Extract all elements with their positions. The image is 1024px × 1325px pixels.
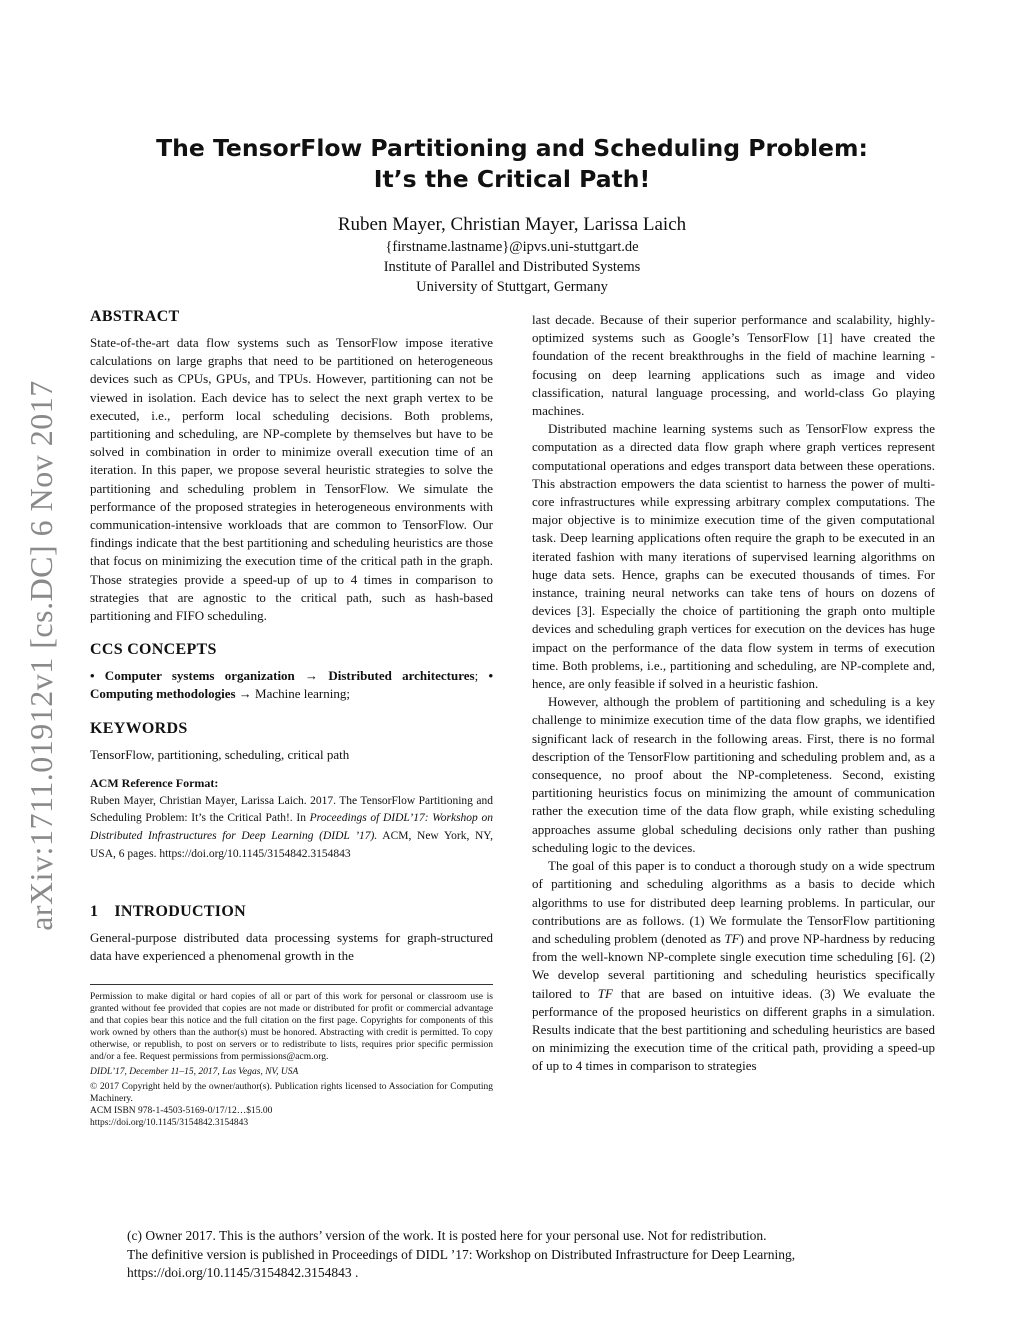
title-line-2: It’s the Critical Path! [373,165,651,193]
footer-line-3: https://doi.org/10.1145/3154842.3154843 . [127,1265,359,1280]
intro-paragraph-4 [532,857,935,1075]
ccs-arrow-2: → [235,686,256,702]
title-line-1: The TensorFlow Partitioning and Scheduling Problem: [156,134,868,162]
institute-name: Institute of Parallel and Distributed Systems [383,259,641,275]
intro-section-number: 1 [90,903,99,921]
ccs-arrow-1: → [294,668,329,684]
right-column [532,311,935,1076]
author-email: {firstname.lastname}@ipvs.uni-stuttgart.de [385,239,639,255]
ccs-target-2: Machine learning; [255,686,350,702]
doi-text: https://doi.org/10.1145/3154842.3154843 [90,1117,249,1128]
ccs-bullet-2: • Computing methodologies [90,668,494,702]
acm-reference [90,776,493,863]
p4-part-a: The goal of this paper is to conduct a thorough study on a wide spectrum of partitioning and scheduling algorithms as a basis to decide which algorithms to use for distributed deep learning problems. In particular, our contributions are as follows. (1) We formulate the TensorFlow partitioning and scheduling problem (denoted as [532,858,935,946]
abstract-heading: ABSTRACT [90,308,180,325]
intro-paragraph-1: last decade. Because of their superior performance and scalability, highly-optimized systems such as Google’s TensorFlow [1] have created the foundation of the recent breakthroughs in the field of machine learning - focusing on deep learning applications such as image and video classification, natural language processing, and world-class Go playing machines. [532,312,935,419]
ccs-heading: CCS CONCEPTS [90,641,217,659]
acm-reference-text [90,793,493,863]
ccs-concepts [90,667,493,703]
ccs-separator: ; [474,668,489,684]
affiliation-block [100,237,924,297]
p4-part-c: ) and prove NP-hardness by reducing from the well-known NP-complete single execution time scheduling [6]. (2) We develop several partitioning and scheduling heuristics specifically tailored to [532,930,935,1001]
intro-heading [90,903,493,929]
p4-tf-2: TF [597,985,613,1001]
footnote-divider [90,984,493,985]
arxiv-stamp [20,355,62,955]
acm-reference-heading: ACM Reference Format: [90,775,219,790]
university-name: University of Stuttgart, Germany [416,279,608,295]
acm-reference-part-1: Ruben Mayer, Christian Mayer, Larissa Laich. 2017. The TensorFlow Partitioning and Scheduling Problem: It’s the Critical Path!. In [90,794,493,825]
p4-part-e: that are based on intuitive ideas. (3) We evaluate the performance of the proposed heuristics on different graphs in a simulation. Results indicate that the best partitioning and scheduling heuristics are based on minimizing the execution time of the critical path, providing a speed-up of up to 4 times in comparison to strategies [532,985,935,1074]
author-list: Ruben Mayer, Christian Mayer, Larissa Laich [337,214,687,235]
conference-info: DIDL’17, December 11–15, 2017, Las Vegas, NV, USA [90,1066,299,1077]
page-footer [127,1227,917,1283]
intro-paragraph-3: However, although the problem of partitioning and scheduling is a key challenge to minimize execution time of the data flow graphs, we identified significant lack of research in the following areas. First, there is no formal description of the TensorFlow partitioning and scheduling problem and, as a consequence, no proof about the NP-completeness. Second, existing partitioning heuristics focus on minimizing the amount of communication rather the execution time of the data flow graph, while existing scheduling approaches assume global scheduling decisions only rather than pushing scheduling logic to the devices. [532,694,935,855]
acm-reference-venue: Proceedings of DIDL’17: Workshop on Distributed Infrastructures for Deep Learning (DIDL ’17). [90,812,493,843]
intro-section-title: INTRODUCTION [114,903,246,921]
paper-title [100,133,924,195]
footer-line-1: (c) Owner 2017. This is the authors’ version of the work. It is posted here for your personal use. Not for redistribution. [127,1228,767,1243]
left-column [90,308,493,1129]
isbn-text: ACM ISBN 978-1-4503-5169-0/17/12…$15.00 [90,1105,273,1116]
keywords-text: TensorFlow, partitioning, scheduling, critical path [90,746,350,762]
permission-text: Permission to make digital or hard copies of all or part of this work for personal or classroom use is granted without fee provided that copies are not made or distributed for profit or commercial advantage and that copies bear this notice and the full citation on the first page. Copyrights for components of this work owned by others than the author(s) must be honored. Abstracting with credit is permitted. To copy otherwise, or republish, to post on servers or to redistribute to lists, requires prior specific permission and/or a fee. Request permissions from permissions@acm.org. [90,991,493,1062]
ccs-bullet-1: • Computer systems organization [90,668,295,684]
intro-text: General-purpose distributed data processing systems for graph-structured data have experienced a phenomenal growth in the [90,930,493,964]
keywords-heading: KEYWORDS [90,719,188,737]
abstract-text: State-of-the-art data flow systems such as TensorFlow impose iterative calculations on large graphs that need to be partitioned on heterogeneous devices such as CPUs, GPUs, and TPUs. However, partitioning can not be viewed in isolation. Each device has to select the next graph vertex to be executed, i.e., perform local scheduling decisions. Both problems, partitioning and scheduling, are NP-complete by themselves but have to be solved in combination in order to minimize overall execution time of an iteration. In this paper, we propose several heuristic strategies to solve the partitioning and scheduling problem in TensorFlow. We simulate the performance of the proposed strategies in heterogeneous environments with communication-intensive workloads that are common to TensorFlow. Our findings indicate that the best partitioning and scheduling heuristics are those that focus on minimizing the execution time of the critical path in the graph. Those strategies provide a speed-up of up to 4 times in comparison to strategies that are agnostic to the critical path, such as hash-based partitioning and FIFO scheduling. [90,335,493,624]
arxiv-stamp-text: arXiv:1711.01912v1 [cs.DC] 6 Nov 2017 [22,379,59,931]
permission-block [90,991,493,1129]
copyright-text: © 2017 Copyright held by the owner/author(s). Publication rights licensed to Association for Computing Machinery. [90,1081,493,1104]
acm-reference-part-2: ACM, New York, NY, USA, 6 pages. https://doi.org/10.1145/3154842.3154843 [90,830,493,860]
footer-line-2: The definitive version is published in Proceedings of DIDL ’17: Workshop on Distributed Infrastructure for Deep Learning, [127,1246,796,1262]
intro-paragraph-2: Distributed machine learning systems such as TensorFlow express the computation as a directed data flow graph where graph vertices represent computational operations and edges transport data between these operations. This abstraction empowers the data scientist to harness the power of multi-core infrastructures while expressing arbitrary complex computations. The major objective is to minimize execution time of the given computational task. Deep learning applications often require the graph to be executed in an iterated fashion with many iterations of supervised learning algorithms on huge data sets. Hence, graphs can be executed thousands of times. For instance, training neural networks can take tens of hours on dozens of devices [3]. Especially the choice of partitioning the graph onto multiple devices and scheduling graph vertices for execution on the devices has huge impact on the performance of the data flow system in terms of execution time. Both problems, i.e., partitioning and scheduling, are NP-complete and, hence, are only feasible if solved in a heuristic fashion. [532,421,935,692]
ccs-target-1: Distributed architectures [328,668,475,684]
p4-tf-1: TF [724,930,740,946]
